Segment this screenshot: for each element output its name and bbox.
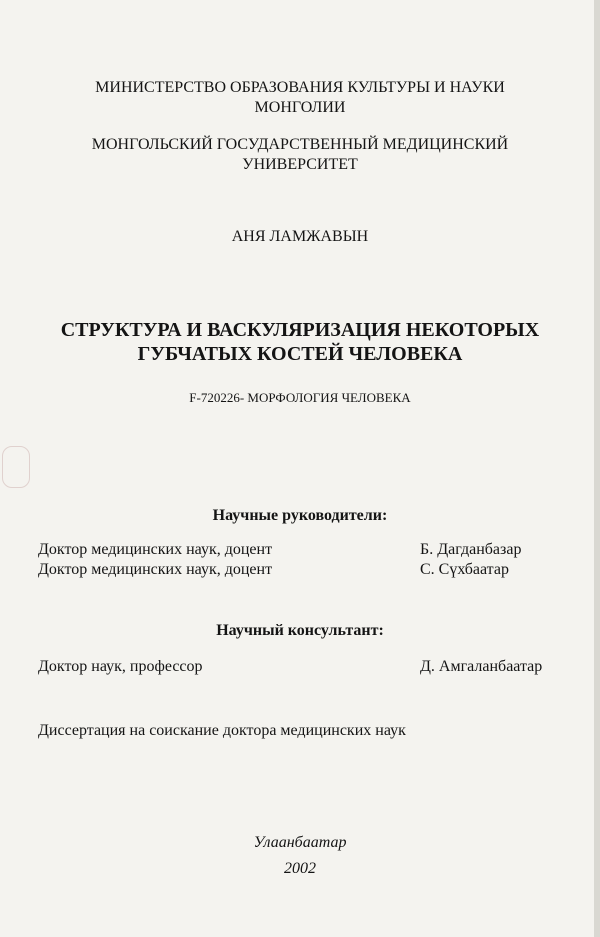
consultant-degree: Доктор наук, профессор: [38, 658, 203, 675]
thesis-statement: Диссертация на соискание доктора медицинских наук: [38, 722, 406, 739]
author-name: АНЯ ЛАМЖАВЫН: [231, 228, 369, 245]
university-block: [0, 135, 600, 175]
ministry-line-2: МОНГОЛИИ: [254, 99, 346, 116]
ministry-block: [0, 78, 600, 118]
year: 2002: [284, 860, 316, 877]
city: Улаанбаатар: [253, 834, 347, 851]
title-line-1: СТРУКТУРА И ВАСКУЛЯРИЗАЦИЯ НЕКОТОРЫХ: [60, 319, 540, 341]
dissertation-title: [0, 318, 600, 366]
title-line-2: ГУБЧАТЫХ КОСТЕЙ ЧЕЛОВЕКА: [137, 343, 463, 365]
supervisor-1-degree: Доктор медицинских наук, доцент: [38, 541, 273, 558]
consultant-name: Д. Амгаланбаатар: [420, 658, 543, 675]
ministry-line-1: МИНИСТЕРСТВО ОБРАЗОВАНИЯ КУЛЬТУРЫ И НАУКИ: [95, 79, 505, 96]
supervisors-heading: Научные руководители:: [212, 507, 388, 524]
university-line-1: МОНГОЛЬСКИЙ ГОСУДАРСТВЕННЫЙ МЕДИЦИНСКИЙ: [91, 136, 509, 153]
faded-stamp: [2, 446, 30, 488]
university-line-2: УНИВЕРСИТЕТ: [242, 156, 358, 173]
supervisor-2-name: С. Сүхбаатар: [420, 561, 509, 578]
specialty-code: F-720226- МОРФОЛОГИЯ ЧЕЛОВЕКА: [189, 390, 411, 405]
supervisor-2-degree: Доктор медицинских наук, доцент: [38, 561, 273, 578]
supervisor-1-name: Б. Дагданбазар: [420, 541, 522, 558]
consultant-heading: Научный консультант:: [216, 622, 384, 639]
